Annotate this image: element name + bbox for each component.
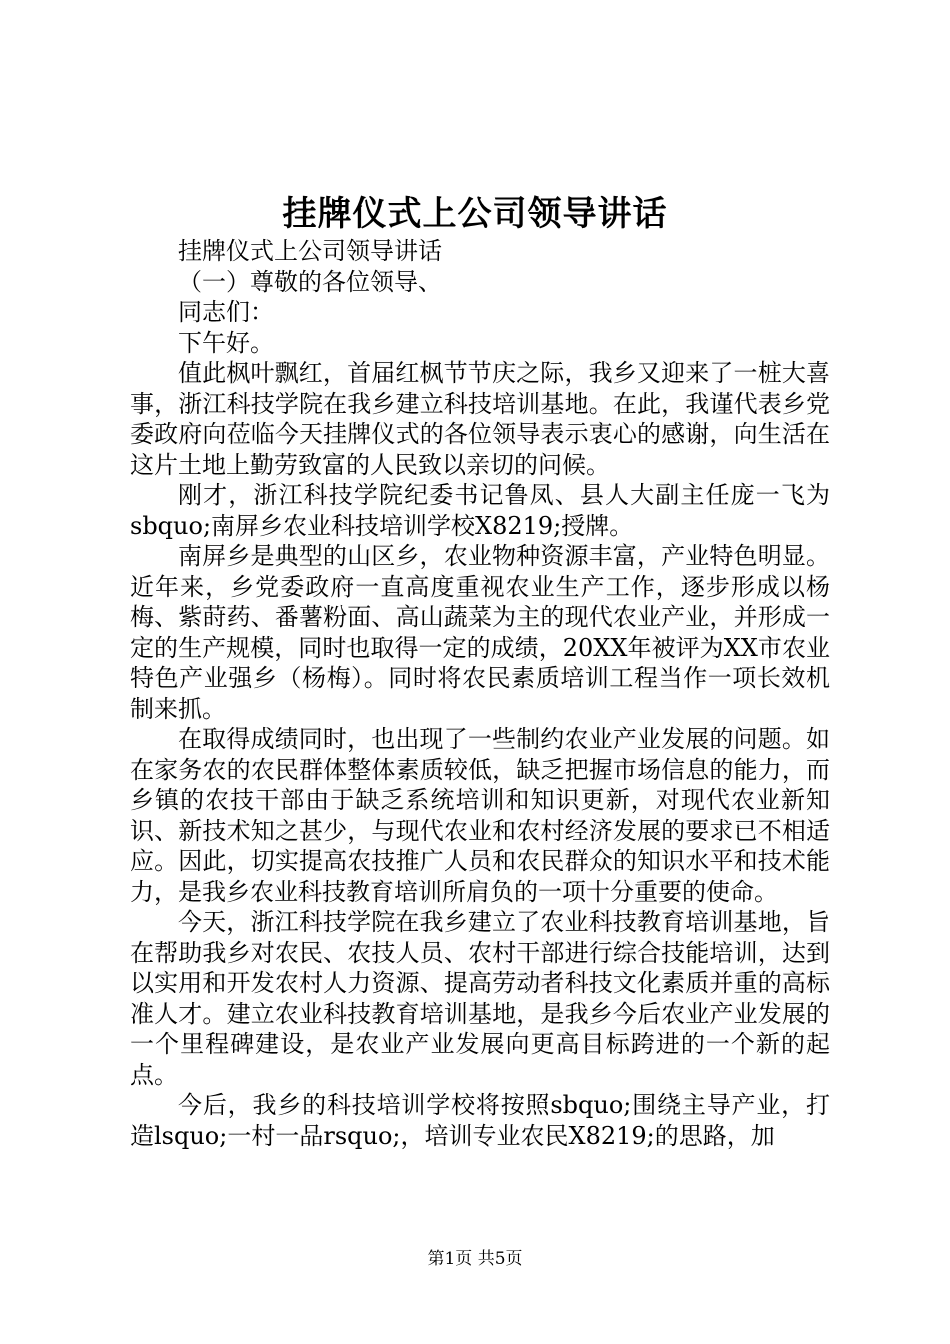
paragraph: 值此枫叶飘红，首届红枫节节庆之际，我乡又迎来了一桩大喜事，浙江科技学院在我乡建立科技培训基地。在此，我谨代表乡党委政府向莅临今天挂牌仪式的各位领导表示衷心的感谢，向生活在这片土地上勤劳致富的人民致以亲切的问候。	[130, 359, 830, 479]
paragraph: 南屏乡是典型的山区乡，农业物种资源丰富，产业特色明显。近年来，乡党委政府一直高度重视农业生产工作，逐步形成以杨梅、紫莳药、番薯粉面、高山蔬菜为主的现代农业产业，并形成一定的生产规模，同时也取得一定的成绩，20XX年被评为XX市农业特色产业强乡（杨梅）。同时将农民素质培训工程当作一项长效机制来抓。	[130, 542, 830, 723]
paragraph: 同志们：	[178, 298, 274, 326]
document-body	[130, 236, 830, 1151]
paragraph: （一）尊敬的各位领导、	[178, 267, 442, 296]
paragraph: 今天，浙江科技学院在我乡建立了农业科技教育培训基地，旨在帮助我乡对农民、农技人员、农村干部进行综合技能培训，达到以实用和开发农村人力资源、提高劳动者科技文化素质并重的高标准人才。建立农业科技教育培训基地，是我乡今后农业产业发展的一个里程碑建设，是农业产业发展向更高目标跨进的一个新的起点。	[130, 908, 830, 1089]
document-title: 挂牌仪式上公司领导讲话	[282, 194, 668, 234]
paragraph: 下午好。	[178, 328, 274, 357]
paragraph: 在取得成绩同时，也出现了一些制约农业产业发展的问题。如在家务农的农民群体整体素质较低，缺乏把握市场信息的能力，而乡镇的农技干部由于缺乏系统培训和知识更新，对现代农业新知识、新技术知之甚少，与现代农业和农村经济发展的要求已不相适应。因此，切实提高农技推广人员和农民群众的知识水平和技术能力，是我乡农业科技教育培训所肩负的一项十分重要的使命。	[130, 725, 830, 906]
paragraph: 今后，我乡的科技培训学校将按照sbquo;围绕主导产业，打造lsquo;一村一品rsquo;，培训专业农民X8219;的思路，加	[130, 1091, 830, 1150]
page-footer: 第1页 共5页	[427, 1249, 523, 1269]
paragraph: 刚才，浙江科技学院纪委书记鲁凤、县人大副主任庞一飞为sbquo;南屏乡农业科技培训学校X8219;授牌。	[130, 481, 830, 540]
paragraph: 挂牌仪式上公司领导讲话	[178, 237, 442, 265]
